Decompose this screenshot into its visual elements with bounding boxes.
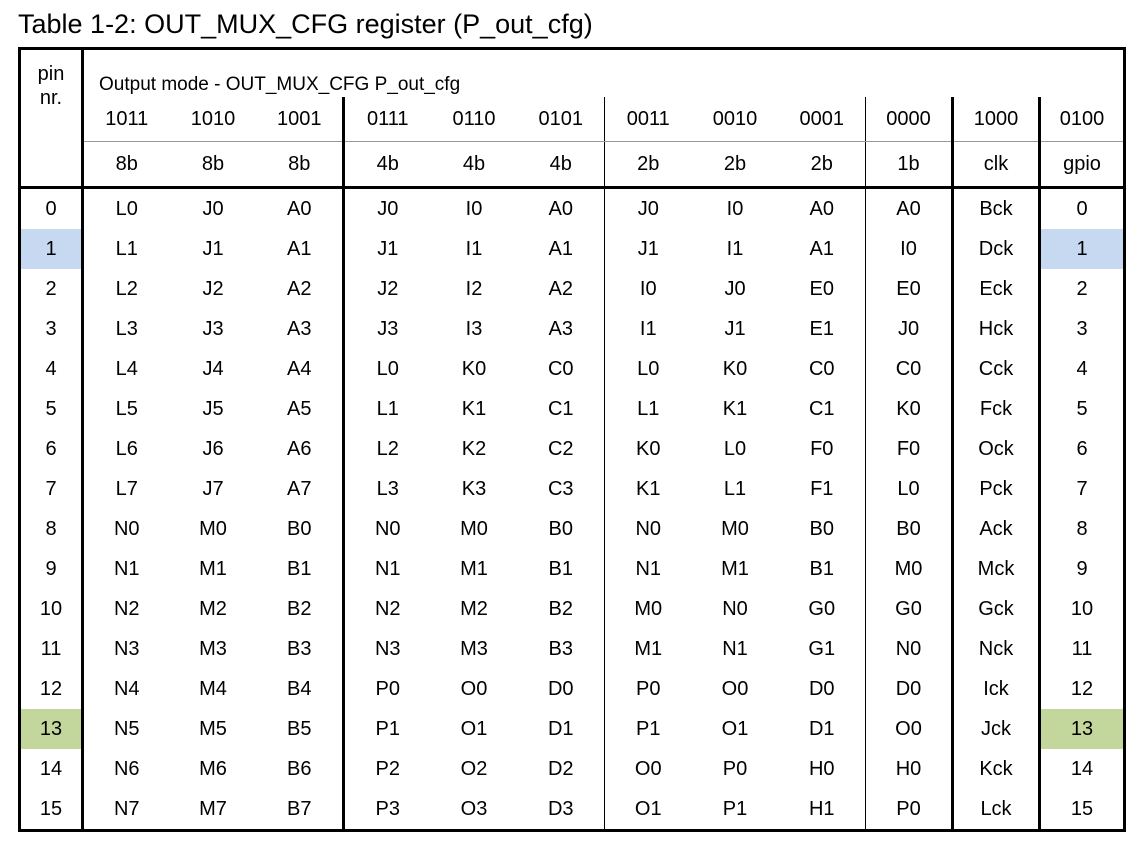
signal-cell: B0: [809, 517, 834, 540]
mode-code-header: 0101: [518, 97, 605, 142]
signal-cell: K1: [605, 469, 692, 509]
signal-cell: J1: [202, 237, 224, 260]
signal-cell: B3: [287, 637, 312, 660]
signal-cell: Kck: [953, 749, 1040, 789]
signal-cell: J3: [202, 317, 224, 340]
signal-cell: C1: [808, 397, 835, 420]
signal-cell: O1: [721, 717, 749, 740]
table-row: [20, 509, 1125, 549]
signal-cell: L7: [83, 469, 170, 509]
signal-cell: M1: [721, 557, 749, 580]
signal-cell: M1: [605, 629, 692, 669]
signal-cell: L0: [83, 188, 170, 230]
signal-cell: C0: [547, 357, 574, 380]
signal-cell: L1: [83, 229, 170, 269]
signal-cell: N0: [722, 597, 748, 620]
signal-cell: N7: [83, 789, 170, 831]
signal-cell: Bck: [953, 188, 1040, 230]
signal-cell: O0: [866, 709, 953, 749]
signal-cell: C0: [866, 349, 953, 389]
pin-header-line1: pin: [37, 63, 65, 85]
signal-cell: J1: [724, 317, 746, 340]
out-mux-cfg-table: [18, 47, 1126, 832]
signal-cell: B0: [548, 517, 573, 540]
gpio-cell: 9: [1040, 549, 1125, 589]
signal-cell: N3: [83, 629, 170, 669]
table-row: [20, 549, 1125, 589]
signal-cell: Pck: [953, 469, 1040, 509]
signal-cell: N0: [344, 509, 431, 549]
signal-cell: A7: [287, 477, 312, 500]
pin-number-header: [20, 49, 83, 188]
gpio-cell: 14: [1040, 749, 1125, 789]
signal-cell: N4: [83, 669, 170, 709]
signal-cell: A6: [287, 437, 312, 460]
signal-cell: E0: [866, 269, 953, 309]
signal-cell: Fck: [953, 389, 1040, 429]
gpio-cell: 8: [1040, 509, 1125, 549]
mode-code-header: 0110: [431, 97, 518, 142]
pin-number-cell: 5: [20, 389, 83, 429]
signal-cell: C0: [808, 357, 835, 380]
signal-cell: O0: [605, 749, 692, 789]
table-row: [20, 789, 1125, 831]
signal-cell: J0: [605, 188, 692, 230]
signal-cell: D1: [808, 717, 835, 740]
signal-cell: M0: [199, 517, 227, 540]
signal-cell: A1: [809, 237, 834, 260]
signal-cell: Mck: [953, 549, 1040, 589]
signal-cell: A0: [809, 197, 834, 220]
signal-cell: Ack: [953, 509, 1040, 549]
signal-cell: J0: [202, 197, 224, 220]
table-row: [20, 709, 1125, 749]
signal-cell: L3: [83, 309, 170, 349]
pin-number-cell: 6: [20, 429, 83, 469]
signal-cell: L1: [344, 389, 431, 429]
signal-cell: H0: [866, 749, 953, 789]
signal-cell: I0: [465, 197, 483, 220]
signal-cell: L0: [866, 469, 953, 509]
signal-cell: O2: [460, 757, 488, 780]
signal-cell: D0: [547, 677, 574, 700]
table-row: [20, 229, 1125, 269]
pin-header-line2: nr.: [39, 87, 63, 109]
signal-cell: B1: [809, 557, 834, 580]
signal-cell: O1: [605, 789, 692, 831]
signal-cell: M3: [199, 637, 227, 660]
signal-cell: Lck: [953, 789, 1040, 831]
signal-cell: A3: [548, 317, 573, 340]
mode-code-header: 0000: [866, 97, 953, 142]
mode-code-header: 0010: [692, 97, 779, 142]
signal-cell: I1: [726, 237, 744, 260]
signal-cell: D0: [808, 677, 835, 700]
signal-cell: K3: [461, 477, 487, 500]
signal-cell: Dck: [953, 229, 1040, 269]
signal-cell: G0: [866, 589, 953, 629]
signal-cell: M0: [866, 549, 953, 589]
gpio-cell: 6: [1040, 429, 1125, 469]
table-row: [20, 269, 1125, 309]
mode-code-header: 1000: [953, 97, 1040, 142]
gpio-cell: 4: [1040, 349, 1125, 389]
signal-cell: A0: [287, 197, 312, 220]
bit-width-header: 4b: [518, 142, 605, 188]
signal-cell: D2: [547, 757, 574, 780]
table-row: [20, 349, 1125, 389]
signal-cell: A5: [287, 397, 312, 420]
signal-cell: B1: [287, 557, 312, 580]
signal-cell: M3: [460, 637, 488, 660]
bit-width-header: 4b: [431, 142, 518, 188]
signal-cell: P1: [692, 789, 779, 831]
signal-cell: I2: [465, 277, 483, 300]
signal-cell: C3: [547, 477, 574, 500]
table-row: [20, 749, 1125, 789]
signal-cell: Eck: [953, 269, 1040, 309]
signal-cell: P0: [722, 757, 748, 780]
signal-cell: A4: [287, 357, 312, 380]
table-row: [20, 429, 1125, 469]
signal-cell: A1: [548, 237, 573, 260]
signal-cell: L0: [344, 349, 431, 389]
gpio-cell: 3: [1040, 309, 1125, 349]
signal-cell: M0: [605, 589, 692, 629]
signal-cell: P2: [344, 749, 431, 789]
signal-cell: K0: [605, 429, 692, 469]
signal-cell: J3: [344, 309, 431, 349]
signal-cell: N6: [83, 749, 170, 789]
signal-cell: L2: [83, 269, 170, 309]
pin-number-cell: 1: [20, 229, 83, 269]
signal-cell: N2: [83, 589, 170, 629]
pin-number-cell: 10: [20, 589, 83, 629]
signal-cell: L0: [723, 437, 747, 460]
signal-cell: M1: [199, 557, 227, 580]
signal-cell: N1: [605, 549, 692, 589]
mode-code-header: 0111: [344, 97, 431, 142]
pin-number-cell: 12: [20, 669, 83, 709]
bit-width-header: 1b: [866, 142, 953, 188]
pin-number-cell: 9: [20, 549, 83, 589]
signal-cell: K1: [461, 397, 487, 420]
pin-number-cell: 4: [20, 349, 83, 389]
signal-cell: D1: [547, 717, 574, 740]
signal-cell: I0: [726, 197, 744, 220]
signal-cell: Ick: [953, 669, 1040, 709]
signal-cell: B2: [287, 597, 312, 620]
gpio-cell: 15: [1040, 789, 1125, 831]
signal-cell: E1: [809, 317, 834, 340]
signal-cell: L2: [344, 429, 431, 469]
signal-cell: N1: [722, 637, 748, 660]
signal-cell: B0: [287, 517, 312, 540]
signal-cell: B0: [866, 509, 953, 549]
signal-cell: Jck: [953, 709, 1040, 749]
signal-cell: K0: [722, 357, 748, 380]
signal-cell: M0: [721, 517, 749, 540]
signal-cell: N5: [83, 709, 170, 749]
mode-code-header: 0011: [605, 97, 692, 142]
signal-cell: O1: [460, 717, 488, 740]
signal-cell: K1: [722, 397, 748, 420]
bit-width-header: gpio: [1040, 142, 1125, 188]
signal-cell: D0: [866, 669, 953, 709]
signal-cell: L3: [344, 469, 431, 509]
table-row: [20, 309, 1125, 349]
gpio-cell: 1: [1040, 229, 1125, 269]
table-row: [20, 469, 1125, 509]
signal-cell: B2: [548, 597, 573, 620]
signal-cell: M5: [199, 717, 227, 740]
signal-cell: B5: [287, 717, 312, 740]
pin-number-cell: 15: [20, 789, 83, 831]
signal-cell: N2: [344, 589, 431, 629]
pin-number-cell: 8: [20, 509, 83, 549]
table-row: [20, 629, 1125, 669]
signal-cell: F0: [866, 429, 953, 469]
gpio-cell: 13: [1040, 709, 1125, 749]
pin-number-cell: 14: [20, 749, 83, 789]
mode-code-header: 1011: [83, 97, 170, 142]
table-row: [20, 389, 1125, 429]
table-row: [20, 669, 1125, 709]
signal-cell: J5: [202, 397, 224, 420]
signal-cell: N1: [344, 549, 431, 589]
table-row: [20, 188, 1125, 230]
signal-cell: M2: [460, 597, 488, 620]
signal-cell: A0: [866, 188, 953, 230]
signal-cell: H1: [779, 789, 866, 831]
bit-width-header: 2b: [692, 142, 779, 188]
gpio-cell: 0: [1040, 188, 1125, 230]
signal-cell: B7: [257, 789, 344, 831]
signal-cell: F1: [810, 477, 834, 500]
signal-cell: Cck: [953, 349, 1040, 389]
signal-cell: J0: [724, 277, 746, 300]
signal-cell: L5: [83, 389, 170, 429]
signal-cell: K2: [461, 437, 487, 460]
signal-cell: M0: [460, 517, 488, 540]
signal-cell: N0: [605, 509, 692, 549]
signal-cell: B1: [548, 557, 573, 580]
signal-cell: N0: [83, 509, 170, 549]
gpio-cell: 5: [1040, 389, 1125, 429]
gpio-cell: 7: [1040, 469, 1125, 509]
signal-cell: O0: [460, 677, 488, 700]
pin-number-cell: 3: [20, 309, 83, 349]
mode-code-header: 1001: [257, 97, 344, 142]
signal-cell: I0: [866, 229, 953, 269]
signal-cell: G0: [808, 597, 836, 620]
signal-cell: M2: [199, 597, 227, 620]
signal-cell: J2: [202, 277, 224, 300]
signal-cell: M4: [199, 677, 227, 700]
signal-cell: P3: [344, 789, 431, 831]
gpio-cell: 10: [1040, 589, 1125, 629]
gpio-cell: 2: [1040, 269, 1125, 309]
signal-cell: B6: [287, 757, 312, 780]
pin-number-cell: 13: [20, 709, 83, 749]
signal-cell: I1: [605, 309, 692, 349]
signal-cell: N1: [83, 549, 170, 589]
signal-cell: J2: [344, 269, 431, 309]
signal-cell: C2: [547, 437, 574, 460]
bit-width-header: 4b: [344, 142, 431, 188]
signal-cell: Ock: [953, 429, 1040, 469]
signal-cell: I3: [465, 317, 483, 340]
signal-cell: P1: [344, 709, 431, 749]
table-row: [20, 589, 1125, 629]
signal-cell: K0: [461, 357, 487, 380]
mode-code-header: 0001: [779, 97, 866, 142]
signal-cell: A1: [287, 237, 312, 260]
output-mode-title: Output mode - OUT_MUX_CFG P_out_cfg: [83, 49, 1125, 98]
signal-cell: N0: [866, 629, 953, 669]
bit-width-header: 2b: [605, 142, 692, 188]
signal-cell: I1: [465, 237, 483, 260]
signal-cell: P0: [344, 669, 431, 709]
signal-cell: J6: [202, 437, 224, 460]
mode-code-header: 0100: [1040, 97, 1125, 142]
signal-cell: J1: [344, 229, 431, 269]
table-caption: Table 1-2: OUT_MUX_CFG register (P_out_cfg): [18, 9, 593, 39]
signal-cell: M1: [460, 557, 488, 580]
bit-width-header: 2b: [779, 142, 866, 188]
signal-cell: O3: [431, 789, 518, 831]
signal-cell: J0: [344, 188, 431, 230]
signal-cell: H0: [808, 757, 835, 780]
bit-width-header: 8b: [257, 142, 344, 188]
signal-cell: P0: [866, 789, 953, 831]
signal-cell: K0: [866, 389, 953, 429]
signal-cell: Gck: [953, 589, 1040, 629]
signal-cell: L6: [83, 429, 170, 469]
pin-number-cell: 0: [20, 188, 83, 230]
signal-cell: E0: [809, 277, 834, 300]
bit-width-header: 8b: [170, 142, 257, 188]
signal-cell: O0: [721, 677, 749, 700]
bit-width-header: 8b: [83, 142, 170, 188]
pin-number-cell: 11: [20, 629, 83, 669]
bit-width-header: clk: [953, 142, 1040, 188]
signal-cell: L4: [83, 349, 170, 389]
signal-cell: A3: [287, 317, 312, 340]
signal-cell: B3: [548, 637, 573, 660]
signal-cell: A2: [287, 277, 312, 300]
signal-cell: J0: [866, 309, 953, 349]
gpio-cell: 12: [1040, 669, 1125, 709]
signal-cell: A0: [548, 197, 573, 220]
signal-cell: M7: [170, 789, 257, 831]
signal-cell: D3: [518, 789, 605, 831]
signal-cell: P1: [605, 709, 692, 749]
signal-cell: A2: [548, 277, 573, 300]
signal-cell: P0: [605, 669, 692, 709]
signal-cell: L1: [723, 477, 747, 500]
signal-cell: G1: [808, 637, 836, 660]
gpio-cell: 11: [1040, 629, 1125, 669]
signal-cell: J7: [202, 477, 224, 500]
signal-cell: Nck: [953, 629, 1040, 669]
signal-cell: M6: [199, 757, 227, 780]
mode-code-header: 1010: [170, 97, 257, 142]
signal-cell: I0: [605, 269, 692, 309]
signal-cell: C1: [547, 397, 574, 420]
pin-number-cell: 7: [20, 469, 83, 509]
signal-cell: L1: [605, 389, 692, 429]
signal-cell: Hck: [953, 309, 1040, 349]
signal-cell: J4: [202, 357, 224, 380]
signal-cell: J1: [605, 229, 692, 269]
signal-cell: B4: [287, 677, 312, 700]
signal-cell: L0: [605, 349, 692, 389]
signal-cell: N3: [344, 629, 431, 669]
pin-number-cell: 2: [20, 269, 83, 309]
signal-cell: F0: [810, 437, 834, 460]
